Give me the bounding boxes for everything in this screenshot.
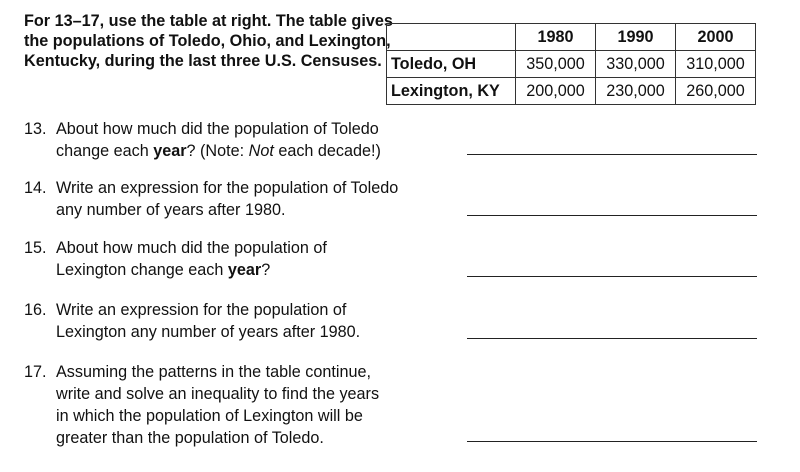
question-line: About how much did the population of Toledo xyxy=(56,120,379,138)
question-line: Assuming the patterns in the table continue, xyxy=(56,363,371,381)
lexington-2000-cell: 260,000 xyxy=(676,78,756,105)
question-number: 14. xyxy=(24,179,47,197)
question-text: change each xyxy=(56,142,154,160)
answer-line-15[interactable] xyxy=(467,276,757,277)
emphasis-text: year xyxy=(227,261,262,279)
question-16 xyxy=(24,299,444,343)
question-number: 13. xyxy=(24,120,47,138)
question-line: Write an expression for the population of xyxy=(56,301,347,319)
question-line: About how much did the population of xyxy=(56,239,327,257)
question-text: ? (Note: xyxy=(186,142,249,160)
table-row-lexington xyxy=(387,78,756,105)
question-line xyxy=(56,140,444,162)
question-line: write and solve an inequality to find the years xyxy=(56,385,380,403)
answer-line-16[interactable] xyxy=(467,338,757,339)
answer-line-13[interactable] xyxy=(467,154,757,155)
table-corner-cell xyxy=(387,24,516,51)
question-line: Write an expression for the population of Toledo xyxy=(56,179,399,197)
toledo-1990-cell: 330,000 xyxy=(596,51,676,78)
question-number: 17. xyxy=(24,363,47,381)
question-13 xyxy=(24,118,444,162)
question-17 xyxy=(24,361,444,449)
column-header-1980: 1980 xyxy=(516,24,596,51)
emphasis-text: Not xyxy=(248,142,274,160)
question-line: in which the population of Lexington will be xyxy=(56,407,363,425)
question-text: Lexington change each xyxy=(56,261,228,279)
question-15 xyxy=(24,237,444,281)
toledo-2000-cell: 310,000 xyxy=(676,51,756,78)
question-line xyxy=(56,259,444,281)
question-number: 15. xyxy=(24,239,47,257)
question-line: Lexington any number of years after 1980. xyxy=(56,323,361,341)
column-header-2000: 2000 xyxy=(676,24,756,51)
question-text: each decade!) xyxy=(273,142,381,160)
row-label-toledo: Toledo, OH xyxy=(387,51,516,78)
question-line: greater than the population of Toledo. xyxy=(56,429,324,447)
question-line: any number of years after 1980. xyxy=(56,201,286,219)
lexington-1980-cell: 200,000 xyxy=(516,78,596,105)
answer-line-14[interactable] xyxy=(467,215,757,216)
lexington-1990-cell: 230,000 xyxy=(596,78,676,105)
question-number: 16. xyxy=(24,301,47,319)
question-14 xyxy=(24,177,444,221)
toledo-1980-cell: 350,000 xyxy=(516,51,596,78)
table-row-toledo xyxy=(387,51,756,78)
emphasis-text: year xyxy=(153,142,187,160)
answer-line-17[interactable] xyxy=(467,441,757,442)
row-label-lexington: Lexington, KY xyxy=(387,78,516,105)
column-header-1990: 1990 xyxy=(596,24,676,51)
question-text: ? xyxy=(261,261,271,279)
instructions-text: For 13–17, use the table at right. The table gives the populations of Toledo, Ohio, and Lexington, Kentucky, during the last three U.S. Censuses. xyxy=(24,12,393,70)
population-table xyxy=(386,23,756,105)
table-header-row xyxy=(387,24,756,51)
